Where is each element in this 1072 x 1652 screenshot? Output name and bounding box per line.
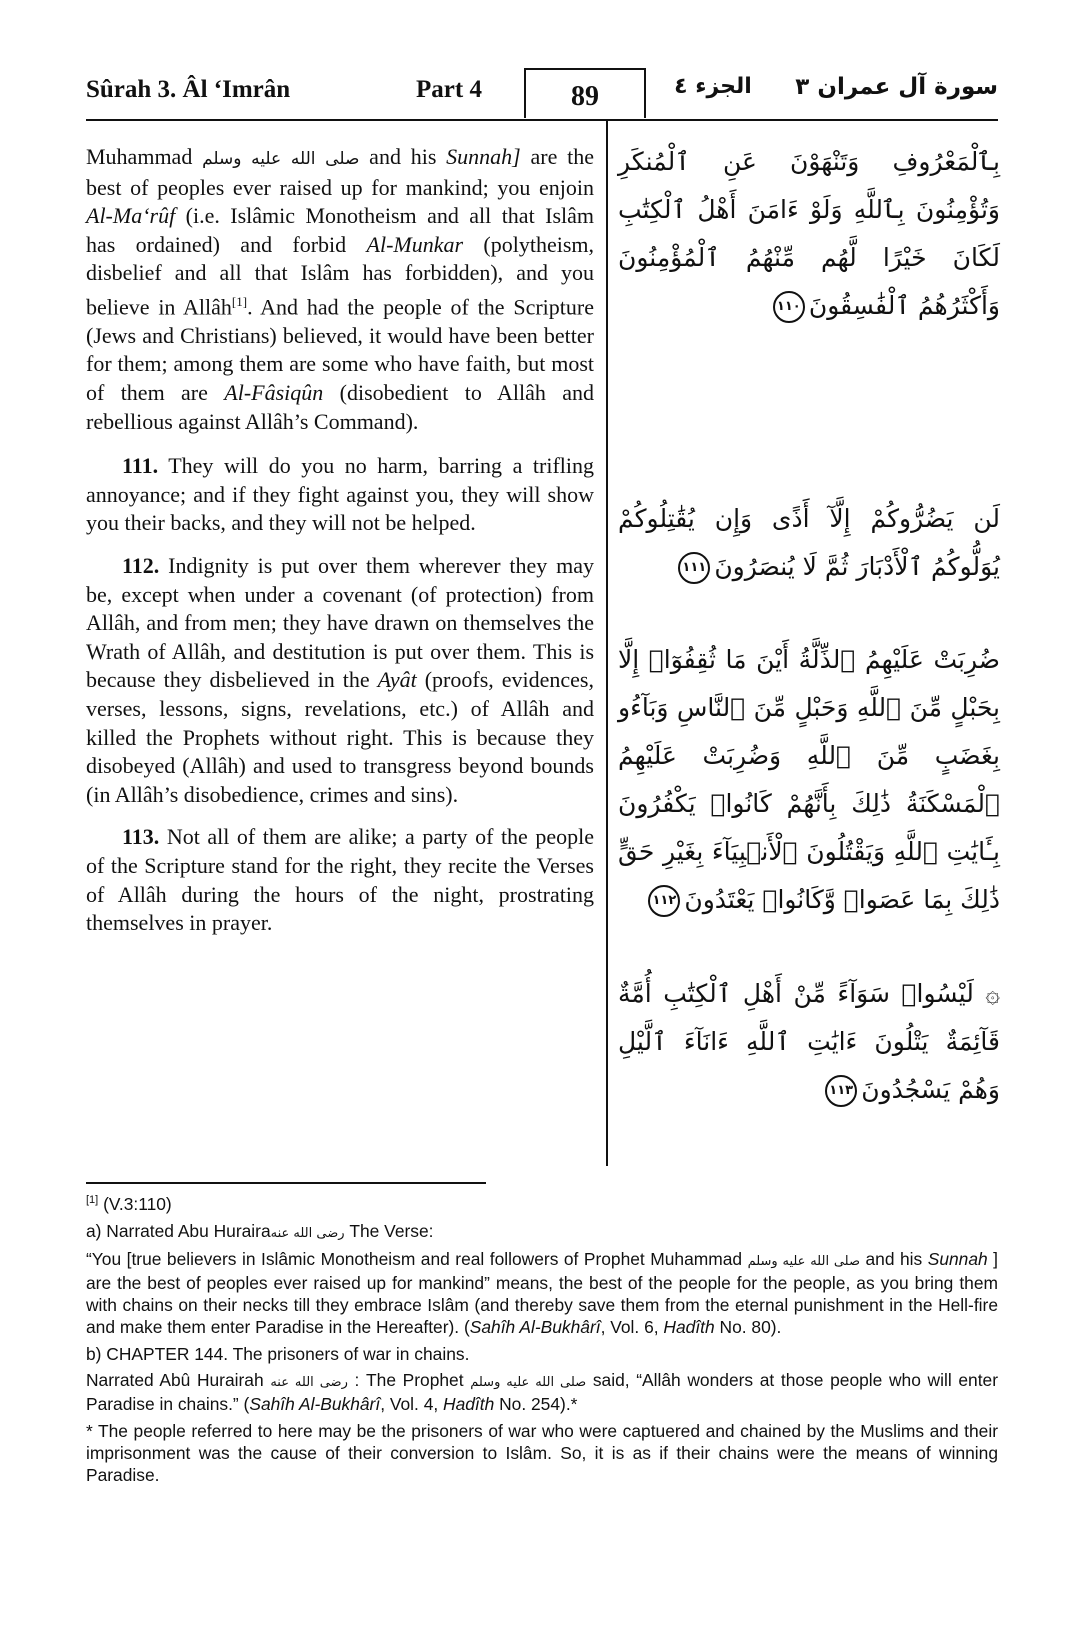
text-run: Narrated Abû Hurairah: [86, 1370, 271, 1391]
footnote-a-quote: [86, 1249, 998, 1338]
juz-label-ar: الجزء ٤: [674, 74, 752, 99]
italic-term: Sunnah: [927, 1249, 988, 1270]
arabic-verse-111: [618, 495, 1000, 591]
text-run: “You [true believers in Islâmic Monotheism and real followers of Prophet Muhammad: [86, 1249, 748, 1270]
italic-term: Al-Fâsiqûn: [224, 380, 324, 406]
verse-end-marker: ١١٣: [825, 1075, 857, 1107]
salutation-ar: رضى الله عنه: [270, 1225, 345, 1241]
text-run: a) Narrated Abu Huraira: [86, 1220, 271, 1241]
verse-end-marker: ١١١: [678, 552, 710, 584]
footnote-ref: [1]: [231, 293, 248, 309]
source-title: Sahîh Al-Bukhârî: [469, 1316, 601, 1337]
verse-text: Not all of them are alike; a party of the people of the Scripture stand for the right, they recite the Verses of Allâh during the hours of the night, prostrating themselves in prayer.: [86, 824, 594, 936]
text-run: (polytheism, disbelief and all that Islâm has forbidden), and you believe in Allâh: [86, 231, 594, 320]
arabic-text: لَن يَضُرُّوكُمْ إِلَّآ أَذًى وَإِن يُقَٰتِلُوكُمْ يُوَلُّوكُمُ ٱلْأَدْبَارَ ثُمَّ لَا يُنصَرُونَ: [618, 504, 1000, 581]
footnote-heading: [86, 1190, 998, 1216]
italic-term: Al-Ma‘rûf: [86, 203, 176, 229]
page-header: [86, 68, 998, 120]
text-run: , Vol. 6,: [600, 1316, 664, 1337]
column-divider: [606, 121, 608, 1166]
text-run: : The Prophet: [347, 1370, 471, 1391]
footnotes: [86, 1190, 998, 1491]
verse-end-marker: ١١٠: [773, 291, 805, 323]
italic-term: Hadîth: [663, 1316, 715, 1337]
italic-term: Ayât: [377, 667, 417, 693]
verse-end-marker: ١١٢: [648, 885, 680, 917]
verse-text: (proofs, evidences, verses, lessons, signs, revelations, etc.) of Allâh and killed the Prophets without right. This is because they disobeyed (Allâh) and used to transgress beyond bounds (in Allâh’s disobedience, crimes and sins).: [86, 667, 594, 807]
text-run: (disobedient to Allâh and rebellious against Allâh’s Command).: [86, 380, 595, 434]
salutation-ar: رضى الله عنه: [270, 1375, 348, 1391]
salutation-ar: صلى الله عليه وسلم: [747, 1254, 861, 1270]
surah-title-ar: سورة آل عمران ٣: [795, 74, 998, 100]
salutation-ar: صلى الله عليه وسلم: [202, 149, 360, 169]
english-column: [86, 143, 594, 952]
text-run: . And had the people of the Scripture (Jews and Christians) believed, it would have been better for them; among them are some who have faith, but most of them are: [86, 294, 594, 406]
header-rule: [86, 119, 998, 121]
arabic-verse-113: [618, 970, 1000, 1114]
text-run: (i.e. Islâmic Monotheism and all that Islâm has ordained) and forbid: [86, 203, 594, 257]
text-run: and his: [359, 144, 447, 169]
italic-term: Al-Munkar: [366, 231, 464, 257]
footnote-a: [86, 1221, 998, 1245]
arabic-text: بِٱلْمَعْرُوفِ وَتَنْهَوْنَ عَنِ ٱلْمُنكَرِ وَتُؤْمِنُونَ بِٱللَّهِ وَلَوْ ءَامَنَ أَهْلُ ٱلْكِتَٰبِ لَكَانَ خَيْرًا لَّهُم مِّنْهُمُ ٱلْمُؤْمِنُونَ وَأَكْثَرُهُمُ ٱلْفَٰسِقُونَ: [618, 147, 1000, 320]
text-run: ] are the best of peoples ever raised up for mankind” means, the best of the people for the people, as you bring them with chains on their necks till they embrace Islâm (and thereby save them from the eternal punishment in the Hell-fire and make them enter Paradise in the Hereafter). (: [86, 1249, 999, 1337]
footnote-mark: [1]: [86, 1194, 99, 1206]
text-run: No. 80).: [714, 1316, 782, 1337]
italic-term: Sunnah]: [446, 144, 521, 169]
arabic-text: ضُرِبَتْ عَلَيْهِمُ ٱلذِّلَّةُ أَيْنَ مَا ثُقِفُوٓا۟ إِلَّا بِحَبْلٍ مِّنَ ٱللَّهِ وَحَبْلٍ مِّنَ ٱلنَّاسِ وَبَآءُو بِغَضَبٍ مِّنَ ٱللَّهِ وَضُرِبَتْ عَلَيْهِمُ ٱلْمَسْكَنَةُ ذَٰلِكَ بِأَنَّهُمْ كَانُوا۟ يَكْفُرُونَ بِـَٔايَٰتِ ٱللَّهِ وَيَقْتُلُونَ ٱلْأَنۢبِيَآءَ بِغَيْرِ حَقٍّ ذَٰلِكَ بِمَا عَصَوا۟ وَّكَانُوا۟ يَعْتَدُونَ: [618, 645, 1000, 914]
italic-term: Hadîth: [443, 1394, 495, 1415]
verse-text: They will do you no harm, barring a trifling annoyance; and if they fight against you, they will show you their backs, and they will not be helped.: [86, 453, 594, 536]
text-run: No. 254).*: [494, 1394, 578, 1415]
verse-number: 112.: [122, 553, 160, 579]
text-run: , Vol. 4,: [380, 1394, 444, 1415]
verse-112: [86, 552, 594, 809]
footnote-ref-verse: (V.3:110): [103, 1193, 172, 1214]
verse-text: Indignity is put over them wherever they may be, except when under a covenant (of protection) from Allâh, and from men; they have drawn on themselves the Wrath of Allâh, and destitution is put over them. This is because they disbelieved in the: [86, 553, 594, 693]
text-run: are the best of peoples ever raised up for mankind; you enjoin: [86, 144, 594, 200]
surah-title-en: Sûrah 3. Âl ‘Imrân: [86, 76, 291, 103]
footnote-rule: [86, 1182, 486, 1184]
page-number: 89: [524, 68, 646, 118]
text-run: Muhammad: [86, 144, 203, 169]
verse-number: 113.: [122, 824, 160, 850]
footnote-b-narration: [86, 1370, 998, 1416]
footnote-star: * The people referred to here may be the prisoners of war who were captuered and chained by the Muslims and their imprisonment was the cause of their conversion to Islâm. So, it is as if their chains were the means of winning Paradise.: [86, 1420, 998, 1485]
arabic-verse-112: [618, 636, 1000, 924]
verse-111: [86, 452, 594, 538]
text-run: said, “Allâh wonders at those people who will enter Paradise in chains.” (: [86, 1370, 998, 1415]
source-title: Sahîh Al-Bukhârî: [249, 1394, 381, 1415]
verse-110-continued: [86, 143, 594, 436]
salutation-ar: صلى الله عليه وسلم: [470, 1375, 587, 1391]
verse-113: [86, 823, 594, 937]
arabic-text: ۞ لَيْسُوا۟ سَوَآءً مِّنْ أَهْلِ ٱلْكِتَٰبِ أُمَّةٌ قَآئِمَةٌ يَتْلُونَ ءَايَٰتِ ٱللَّهِ ءَانَآءَ ٱلَّيْلِ وَهُمْ يَسْجُدُونَ: [618, 979, 1000, 1104]
verse-number: 111.: [122, 453, 159, 479]
text-run: and his: [860, 1249, 928, 1270]
arabic-verse-110: [618, 138, 1000, 330]
text-run: The Verse:: [344, 1220, 434, 1241]
part-label: Part 4: [416, 76, 482, 103]
footnote-b: b) CHAPTER 144. The prisoners of war in chains.: [86, 1343, 470, 1364]
